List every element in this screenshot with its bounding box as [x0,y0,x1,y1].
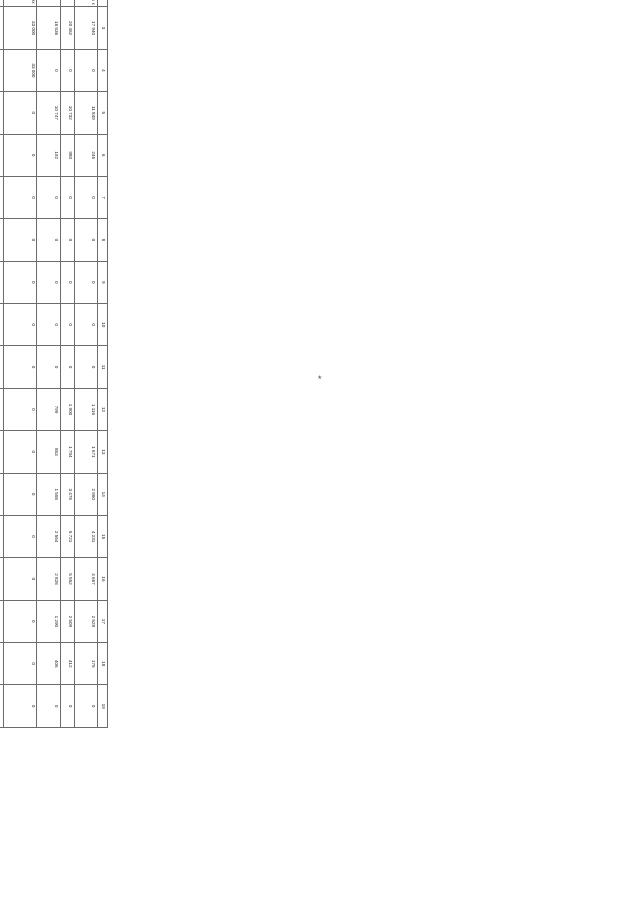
value-cell: 0 [4,92,37,134]
value-cell: 2 828 [37,558,60,600]
value-cell: 0 [4,473,37,515]
value-cell: 0 [60,346,74,388]
value-cell: 2 509 [60,600,74,642]
value-cell: 246 [74,134,97,176]
value-cell: 0 [4,558,37,600]
value-cell: 1 704 [60,431,74,473]
column-header: 10 [98,304,108,346]
value-cell: 10 732 [60,92,74,134]
value-cell [0,219,4,261]
table-body [0,0,98,728]
value-cell: 0 [60,219,74,261]
row-name [0,0,4,7]
column-header: 7 [98,176,108,218]
value-cell: 0 [4,515,37,557]
column-header: 12 [98,388,108,430]
value-cell [0,685,4,728]
value-cell: 0 [37,346,60,388]
value-cell: 0 [4,388,37,430]
value-cell: 0 [4,600,37,642]
value-cell: 17 940 [74,7,97,49]
value-cell: 0 [74,261,97,303]
value-cell [0,261,4,303]
value-cell: 0 [37,304,60,346]
column-header: 6 [98,134,108,176]
value-cell: 5 552 [60,558,74,600]
column-header: 5 [98,92,108,134]
value-cell: 16 536 [37,7,60,49]
column-header: 13 [98,431,108,473]
value-cell: 0 [74,685,97,728]
value-cell: 0 [60,176,74,218]
value-cell: 0 [4,643,37,685]
value-cell [0,346,4,388]
value-cell [0,558,4,600]
value-cell [0,515,4,557]
value-cell [0,134,4,176]
value-cell: 0 [60,304,74,346]
value-cell [0,388,4,430]
table-row [74,0,97,728]
value-cell: 0 [4,304,37,346]
value-cell [0,49,4,91]
column-header: 3 [98,7,108,49]
column-header: 15 [98,515,108,557]
value-cell: 0 [37,219,60,261]
rotated-table-wrapper [0,0,108,728]
value-cell: 0 [4,219,37,261]
value-cell: 2 860 [74,473,97,515]
value-cell: 0 [74,176,97,218]
column-header: 19 [98,685,108,728]
value-cell: 0 [4,685,37,728]
value-cell: 1 290 [37,600,60,642]
row-name [60,0,74,7]
table-row [60,0,74,728]
value-cell: 0 [74,346,97,388]
value-cell: 1 116 [74,388,97,430]
column-header: 11 [98,346,108,388]
column-header: 18 [98,643,108,685]
value-cell [0,473,4,515]
value-cell: 0 [37,685,60,728]
value-cell: 33 000 [4,49,37,91]
value-cell: 4 667 [74,558,97,600]
value-cell [0,304,4,346]
value-cell: 0 [74,304,97,346]
value-cell: 0 [60,685,74,728]
value-cell: 1 671 [74,431,97,473]
budget-table [0,0,108,728]
value-cell: 3 476 [60,473,74,515]
value-cell: 20 462 [60,7,74,49]
value-cell: 0 [60,261,74,303]
value-cell: 0 [60,49,74,91]
value-cell: 2 564 [37,515,60,557]
value-cell: 980 [60,134,74,176]
column-header: 4 [98,49,108,91]
value-cell: 0 [4,134,37,176]
value-cell: 11 849 [74,92,97,134]
value-cell: 0 [37,176,60,218]
value-cell: 4 231 [74,515,97,557]
row-name [4,0,37,7]
value-cell: 33 000 [4,7,37,49]
value-cell [0,643,4,685]
row-name [37,0,60,7]
value-cell: 1 558 [37,473,60,515]
column-header: 17 [98,600,108,642]
value-cell: 2 529 [74,600,97,642]
value-cell: 0 [37,261,60,303]
table-header-row [98,0,108,728]
value-cell: 0 [4,431,37,473]
value-cell [0,431,4,473]
value-cell: 10 747 [37,92,60,134]
value-cell: 0 [74,49,97,91]
column-header: 16 [98,558,108,600]
value-cell: 5 721 [60,515,74,557]
row-name [74,0,97,7]
column-header: 14 [98,473,108,515]
value-cell: 0 [37,49,60,91]
table-row [37,0,60,728]
value-cell [0,7,4,49]
value-cell: 0 [4,176,37,218]
value-cell [0,176,4,218]
page-marker: * [318,374,322,384]
value-cell: 853 [37,431,60,473]
column-header: 8 [98,219,108,261]
column-header: 9 [98,261,108,303]
table-row [0,0,4,728]
table-row [4,0,37,728]
value-cell: 0 [4,261,37,303]
value-cell [0,600,4,642]
value-cell [0,92,4,134]
value-cell: 1 900 [60,388,74,430]
column-header [98,0,108,7]
value-cell: 412 [60,643,74,685]
value-cell: 192 [37,134,60,176]
value-cell: 406 [37,643,60,685]
value-cell: 0 [4,346,37,388]
value-cell: 799 [37,388,60,430]
value-cell: 0 [74,219,97,261]
value-cell: 176 [74,643,97,685]
